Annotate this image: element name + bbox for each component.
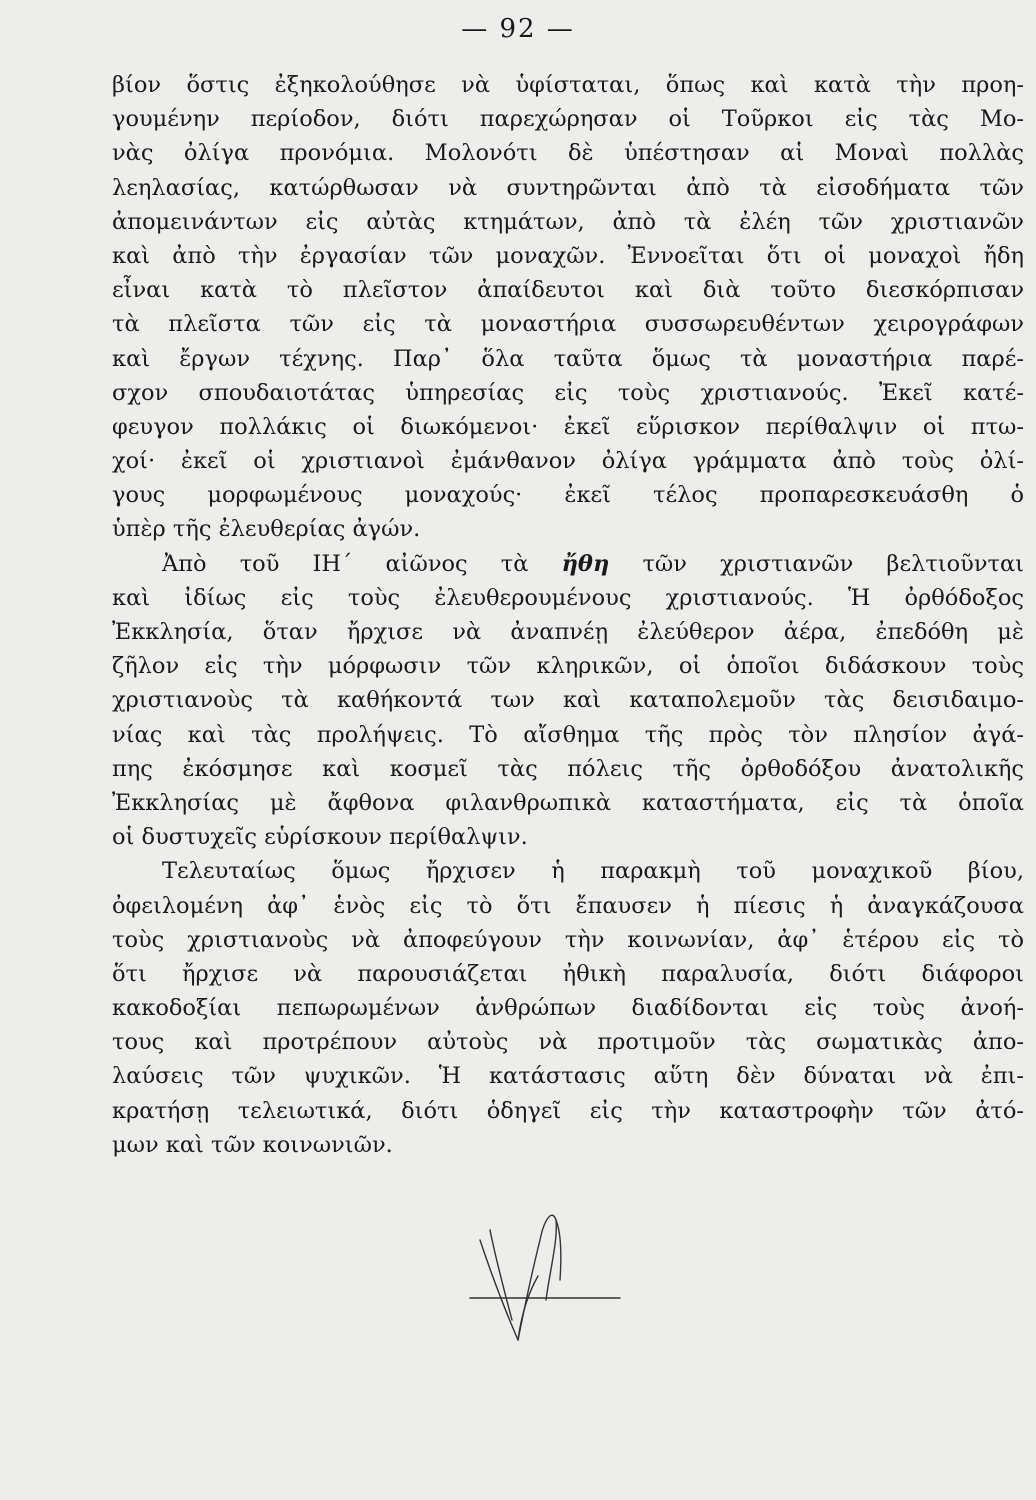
text-line: Ἐκκλησίας μὲ ἄφθονα φιλανθρωπικὰ καταστήματα, εἰς τὰ ὁποῖα <box>112 789 1024 816</box>
page-number: — 92 — <box>461 14 575 44</box>
text-line: ἀπομεινάντων εἰς αὐτὰς κτημάτων, ἀπὸ τὰ ἐλέη τῶν χριστιανῶν <box>112 208 1024 235</box>
text-line: καὶ ἰδίως εἰς τοὺς ἐλευθερουμένους χριστιανούς. Ἡ ὀρθόδοξος <box>112 584 1024 611</box>
text-line: πης ἐκόσμησε καὶ κοσμεῖ τὰς πόλεις τῆς ὀρθοδόξου ἀνατολικῆς <box>112 755 1024 782</box>
text-line: ὑπὲρ τῆς ἐλευθερίας ἀγών. <box>112 516 421 543</box>
text-line: κακοδοξίαι πεπωρωμένων ἀνθρώπων διαδίδονται εἰς τοὺς ἀνοή- <box>112 995 1024 1022</box>
emphasized-word: ἤθη <box>561 550 610 577</box>
text-line: σχον σπουδαιοτάτας ὑπηρεσίας εἰς τοὺς χριστιανούς. Ἐκεῖ κατέ- <box>112 379 1024 406</box>
text-line: ζῆλον εἰς τὴν μόρφωσιν τῶν κληρικῶν, οἱ ὁποῖοι διδάσκουν τοὺς <box>112 653 1024 680</box>
text-line: νίας καὶ τὰς προλήψεις. Τὸ αἴσθημα τῆς πρὸς τὸν πλησίον ἀγά- <box>112 721 1024 748</box>
text-line: γους μορφωμένους μοναχούς· ἐκεῖ τέλος προπαρεσκευάσθη ὁ <box>112 482 1024 509</box>
text-line: κρατήσῃ τελειωτικά, διότι ὁδηγεῖ εἰς τὴν καταστροφὴν τῶν ἀτό- <box>112 1097 1024 1124</box>
text-line: Ἐκκλησία, ὅταν ἤρχισε νὰ ἀναπνέῃ ἐλεύθερον ἀέρα, ἐπεδόθη μὲ <box>112 619 1024 645</box>
text-line <box>112 547 1024 581</box>
text-line: χοί· ἐκεῖ οἱ χριστιανοὶ ἐμάνθανον ὀλίγα γράμματα ἀπὸ τοὺς ὀλί- <box>112 448 1024 475</box>
text-line: ὅτι ἤρχισε νὰ παρουσιάζεται ἠθικὴ παραλυσία, διότι διάφοροι <box>112 960 1024 987</box>
text-line: νὰς ὀλίγα προνόμια. Μολονότι δὲ ὑπέστησαν αἱ Μοναὶ πολλὰς <box>112 140 1024 167</box>
text-line: χριστιανοὺς τὰ καθήκοντά των καὶ καταπολεμοῦν τὰς δεισιδαιμο- <box>112 687 1024 714</box>
text-line: οἱ δυστυχεῖς εὑρίσκουν περίθαλψιν. <box>112 824 528 851</box>
text-line: μων καὶ τῶν κοινωνιῶν. <box>112 1131 393 1158</box>
text-segment: τῶν χριστιανῶν βελτιοῦνται <box>609 550 1024 577</box>
text-line: Τελευταίως ὅμως ἤρχισεν ἡ παρακμὴ τοῦ μοναχικοῦ βίου, <box>162 858 1024 885</box>
text-line: τὰ πλεῖστα τῶν εἰς τὰ μοναστήρια συσσωρευθέντων χειρογράφων <box>112 311 1024 338</box>
text-line: λαύσεις τῶν ψυχικῶν. Ἡ κατάστασις αὕτη δὲν δύναται νὰ ἐπι- <box>112 1063 1024 1090</box>
handwritten-signature <box>460 1200 630 1360</box>
text-line: φευγον πολλάκις οἱ διωκόμενοι· ἐκεῖ εὕρισκον περίθαλψιν οἱ πτω- <box>112 413 1024 440</box>
text-line: λεηλασίας, κατώρθωσαν νὰ συντηρῶνται ἀπὸ τὰ εἰσοδήματα τῶν <box>112 174 1024 201</box>
body-text <box>112 68 1024 1162</box>
text-line: ὀφειλομένη ἀφ᾽ ἑνὸς εἰς τὸ ὅτι ἔπαυσεν ἡ πίεσις ἡ ἀναγκάζουσα <box>112 892 1024 919</box>
text-line: εἶναι κατὰ τὸ πλεῖστον ἀπαίδευτοι καὶ διὰ τοῦτο διεσκόρπισαν <box>112 277 1024 304</box>
text-line: γουμένην περίοδον, διότι παρεχώρησαν οἱ Τοῦρκοι εἰς τὰς Μο- <box>112 106 1024 133</box>
text-segment: Ἀπὸ τοῦ ΙΗ΄ αἰῶνος τὰ <box>162 550 562 577</box>
text-line: βίον ὅστις ἐξηκολούθησε νὰ ὑφίσταται, ὅπως καὶ κατὰ τὴν προη- <box>112 72 1024 98</box>
text-line: τους καὶ προτρέπουν αὐτοὺς νὰ προτιμοῦν τὰς σωματικὰς ἀπο- <box>112 1029 1024 1056</box>
text-line: τοὺς χριστιανοὺς νὰ ἀποφεύγουν τὴν κοινωνίαν, ἀφ᾽ ἑτέρου εἰς τὸ <box>112 926 1024 953</box>
text-line: καὶ ἔργων τέχνης. Παρ᾽ ὅλα ταῦτα ὅμως τὰ μοναστήρια παρέ- <box>112 345 1024 372</box>
text-line: καὶ ἀπὸ τὴν ἐργασίαν τῶν μοναχῶν. Ἐννοεῖται ὅτι οἱ μοναχοὶ ἤδη <box>112 242 1024 269</box>
